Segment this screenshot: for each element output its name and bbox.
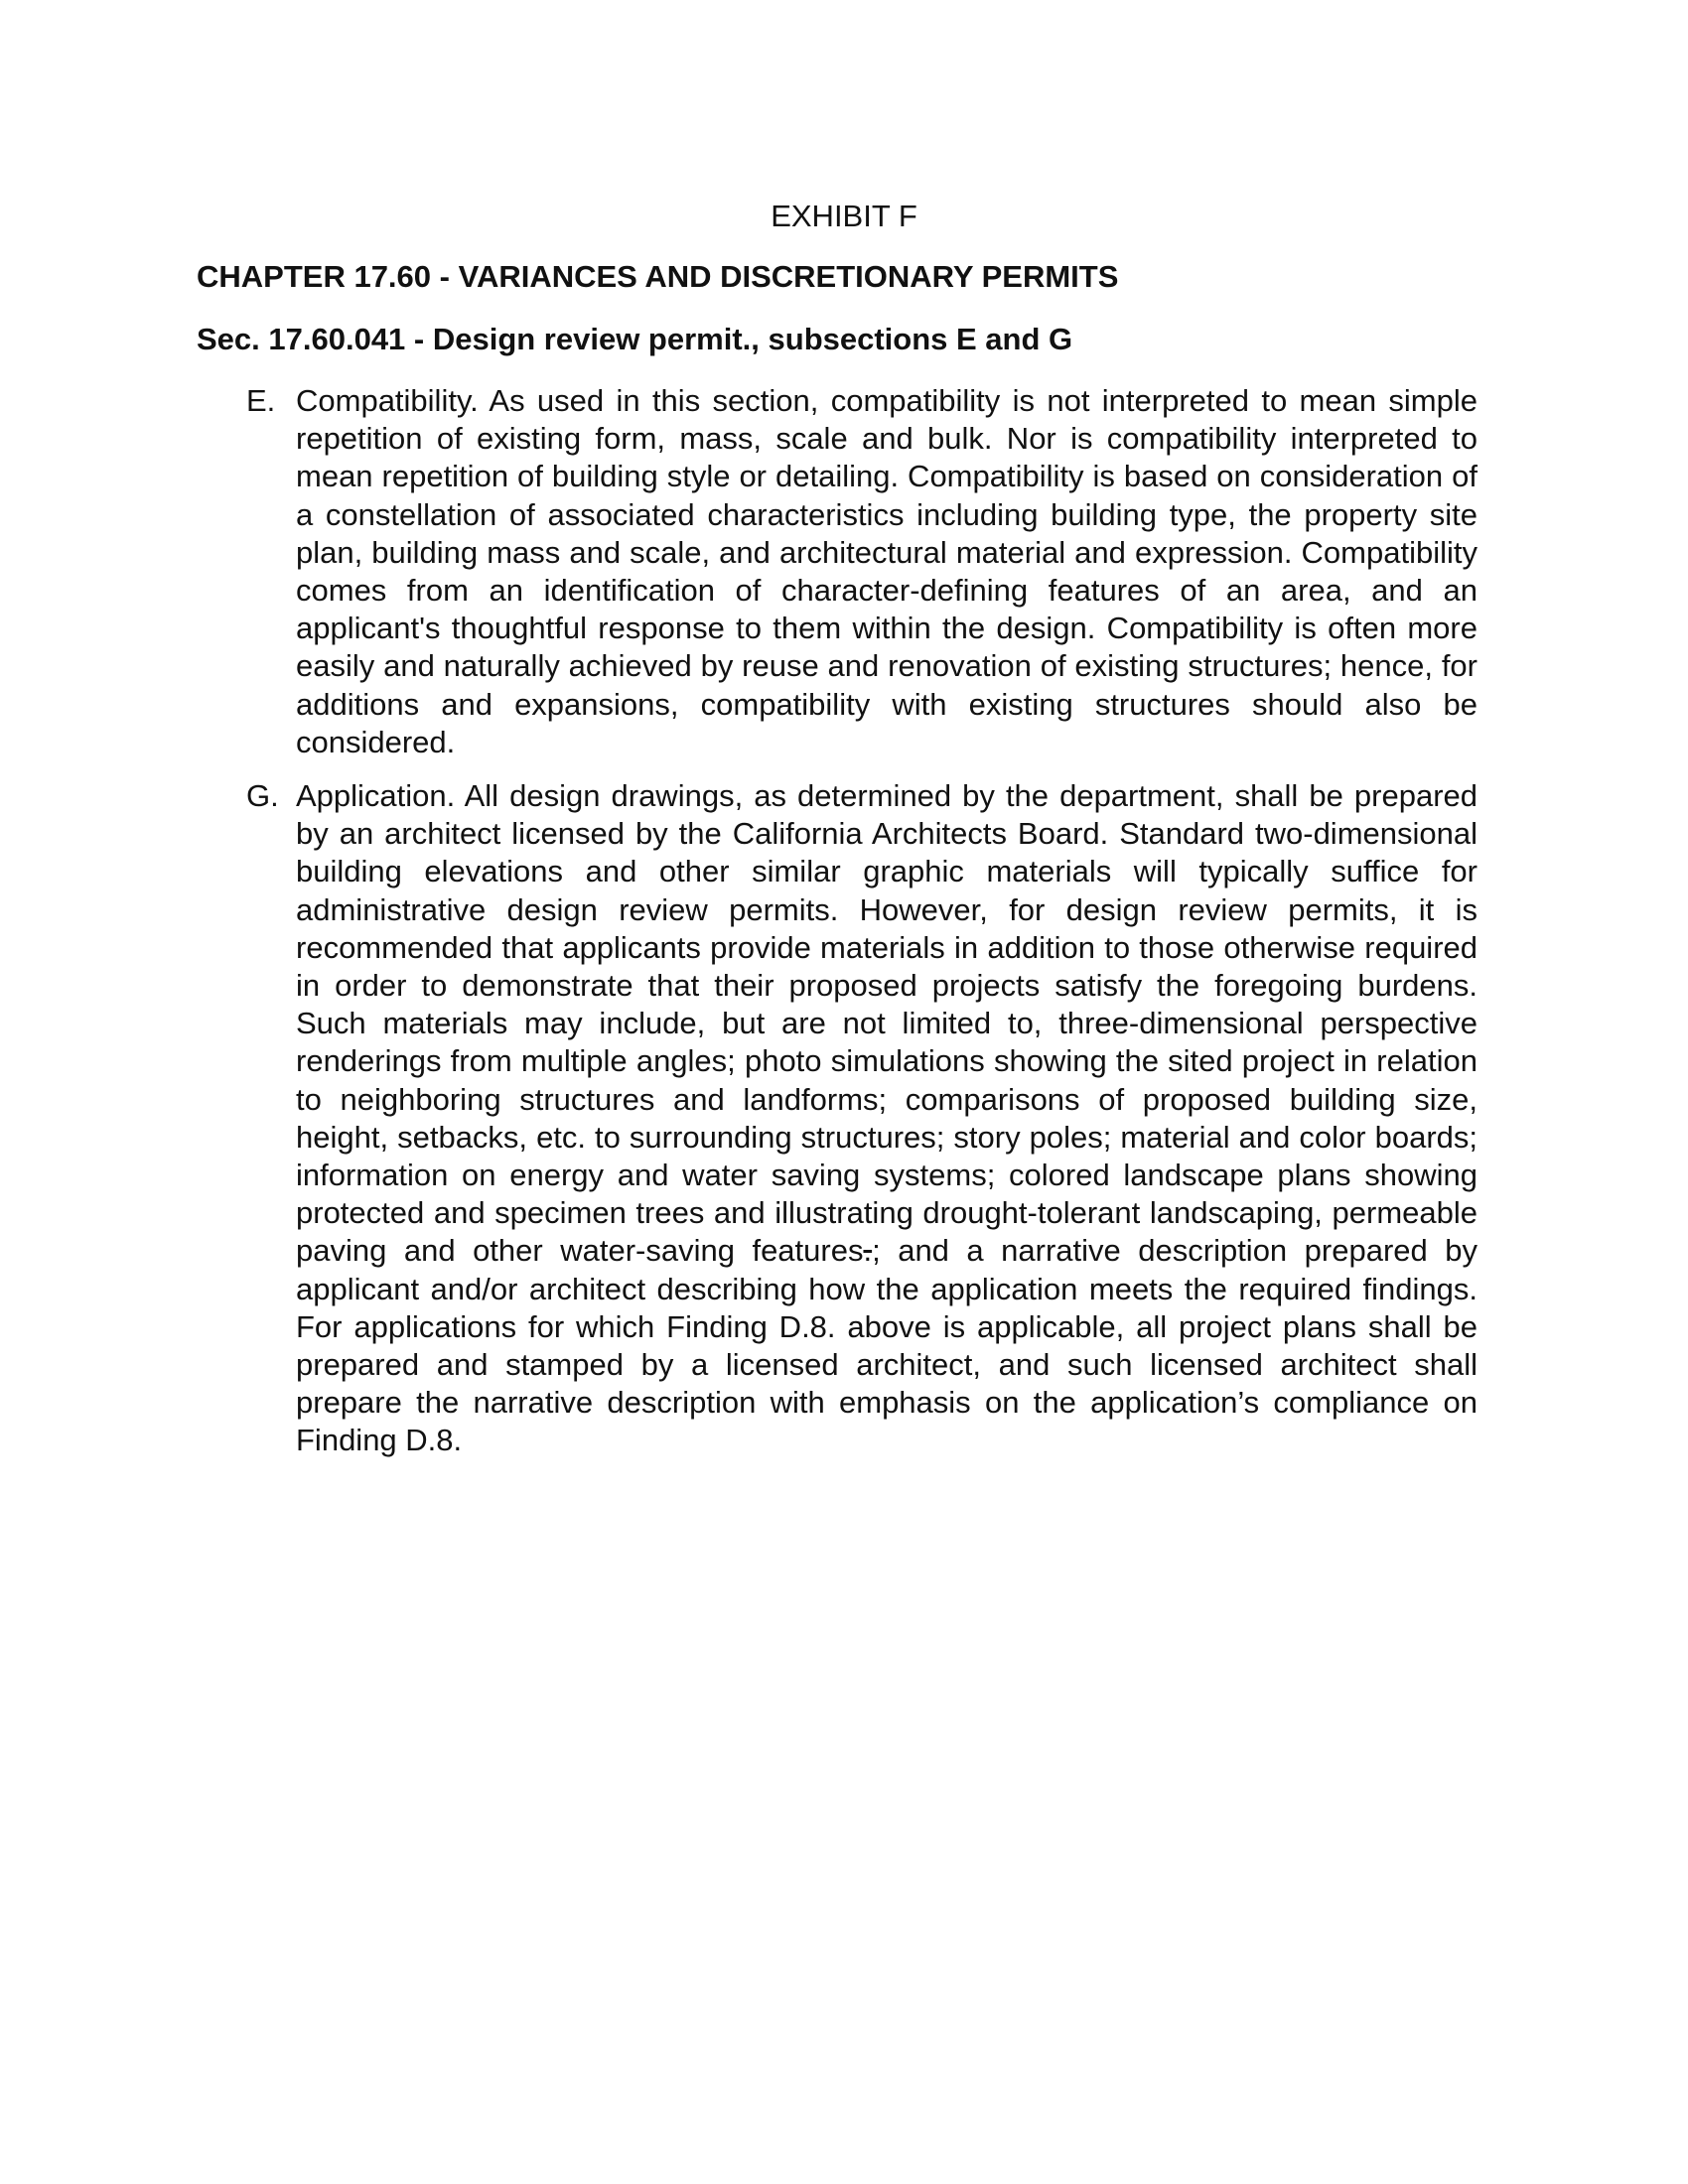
section-heading: Sec. 17.60.041 - Design review permit., subsections E and G (197, 322, 1073, 356)
exhibit-title: EXHIBIT F (771, 199, 917, 233)
struck-text: . (863, 1233, 873, 1269)
subsection-g (246, 777, 1477, 1460)
subsection-text: Compatibility. As used in this section, compatibility is not interpreted to mean simple repetition of existing form, mass, scale and bulk. Nor is compatibility interpreted to mean repetition of building style or detailing. Compatibility is based on consideration of a constellation of associated characteristics including building type, the property site plan, building mass and scale, and architectural material and expression. Compatibility comes from an identification of character-defining features of an area, and an applicant's thoughtful response to them within the design. Compatibility is often more easily and naturally achieved by reuse and renovation of existing structures; hence, for additions and expansions, compatibility with existing structures should also be considered. (296, 383, 1477, 759)
subsection-text-part: ; and a narrative description prepared by applicant and/or architect describing how the application meets the required findings. For applications for which Finding D.8. above is applicable, all project plans shall be prepared and stamped by a licensed architect, and such licensed architect shall prepare the narrative description with emphasis on the application’s compliance on Finding D.8. (296, 1233, 1477, 1458)
subsection-e (246, 382, 1477, 761)
subsection-text-part: Application. All design drawings, as determined by the department, shall be prepared by an architect licensed by the California Architects Board. Standard two-dimensional building elevations and other similar graphic materials will typically suffice for administrative design review permits. However, for design review permits, it is recommended that applicants provide materials in addition to those otherwise required in order to demonstrate that their proposed projects satisfy the foregoing burdens. Such materials may include, but are not limited to, three-dimensional perspective renderings from multiple angles; photo simulations showing the sited project in relation to neighboring structures and landforms; comparisons of proposed building size, height, setbacks, etc. to surrounding structures; story poles; material and color boards; information on energy and water saving systems; colored landscape plans showing protected and specimen trees and illustrating drought-tolerant landscaping, permeable paving and other water-saving features (296, 778, 1477, 1269)
subsection-text (296, 777, 1477, 1460)
chapter-heading: CHAPTER 17.60 - VARIANCES AND DISCRETIONARY PERMITS (197, 259, 1119, 294)
subsection-marker: E. (246, 383, 276, 418)
subsection-marker: G. (246, 778, 279, 813)
